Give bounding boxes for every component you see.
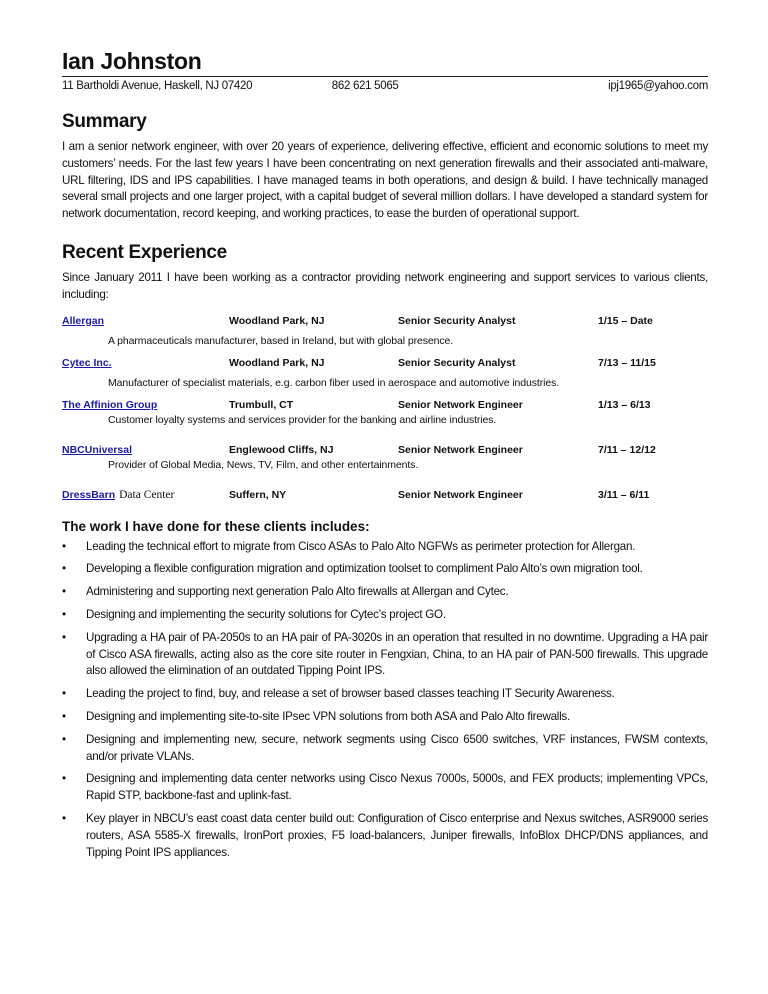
work-heading: The work I have done for these clients includes: xyxy=(62,518,370,534)
candidate-name: Ian Johnston xyxy=(62,48,202,74)
client-link[interactable]: Cytec Inc. xyxy=(62,356,112,369)
email: ipj1965@yahoo.com xyxy=(608,80,708,92)
bullet-icon: • xyxy=(62,630,66,644)
client-row xyxy=(62,314,708,328)
bullet-icon: • xyxy=(62,539,66,553)
client-link[interactable]: Allergan xyxy=(62,314,105,327)
work-item xyxy=(62,539,708,556)
work-item xyxy=(62,686,708,703)
client-role: Senior Security Analyst xyxy=(398,356,516,369)
client-company xyxy=(62,398,229,412)
work-item-text: Leading the technical effort to migrate from Cisco ASAs to Palo Alto NGFWs as perimeter protection for Allergan. xyxy=(86,539,636,553)
bullet-icon: • xyxy=(62,562,66,576)
client-row xyxy=(62,488,708,502)
work-item xyxy=(62,584,708,601)
client-company xyxy=(62,488,229,502)
work-item xyxy=(62,630,708,680)
work-item-text: Key player in NBCU’s east coast data center build out: Configuration of Cisco enterprise and Nexus switches, ASR9000 series routers, ASA 5585-X firewalls, IronPort proxies, F5 load-balancers, Juniper firewalls, InfoBlox DHCP/DNS appliances, and Tipping Point IPS appliances. xyxy=(86,811,708,859)
work-item-text: Designing and implementing site-to-site IPsec VPN solutions from both ASA and Palo Alto firewalls. xyxy=(86,709,570,723)
client-list xyxy=(62,314,708,502)
work-item-text: Administering and supporting next generation Palo Alto firewalls at Allergan and Cytec. xyxy=(86,585,509,599)
bullet-icon: • xyxy=(62,607,66,621)
client-description: Provider of Global Media, News, TV, Film, and other entertainments. xyxy=(108,458,419,471)
client-dates: 3/11 – 6/11 xyxy=(598,488,650,501)
client-link[interactable]: NBCUniversal xyxy=(62,443,133,456)
work-list xyxy=(62,539,708,862)
bullet-icon: • xyxy=(62,687,66,701)
summary-text: I am a senior network engineer, with over 20 years of experience, delivering effective, efficient and economic solutions to meet my customers’ needs. For the last few years I have been concentrating on next generation firewalls and their associated anti-malware, URL filtering, IDS and IPS capabilities. I have managed teams in both operations, and design & build. I have technically managed several small projects and one larger project, with a capital budget of several million dollars. I have developed a standard system for network documentation, record keeping, and working practices, to ease the burden of operational support. xyxy=(62,140,708,221)
work-item-text: Designing and implementing the security solutions for Cytec’s project GO. xyxy=(86,607,446,621)
bullet-icon: • xyxy=(62,811,66,825)
summary-heading: Summary xyxy=(62,111,147,132)
client-company xyxy=(62,443,229,457)
client-location: Englewood Cliffs, NJ xyxy=(229,443,334,456)
client-role: Senior Network Engineer xyxy=(398,398,523,411)
resume-page xyxy=(62,46,708,867)
bullet-icon: • xyxy=(62,732,66,746)
work-item-text: Upgrading a HA pair of PA-2050s to an HA pair of PA-3020s in an operation that resulted in no downtime. Upgrading a HA pair of Cisco ASA firewalls, acting also as the core site router in Fengxian, China, to an HA pair of PAN-500 firewalls. This upgrade also allowed the elimination of an outdated Tipping Point IPS. xyxy=(86,630,708,678)
work-item-text: Designing and implementing new, secure, network segments using Cisco 6500 switches, VRF instances, FWSM contexts, and/or private VLANs. xyxy=(86,732,708,763)
client-dates: 7/13 – 11/15 xyxy=(598,356,656,369)
client-location: Woodland Park, NJ xyxy=(229,314,325,327)
client-description: Customer loyalty systems and services provider for the banking and airline industries. xyxy=(108,413,497,426)
work-item xyxy=(62,709,708,726)
client-row xyxy=(62,398,708,412)
client-dates: 1/15 – Date xyxy=(598,314,653,327)
client-suffix: Data Center xyxy=(119,488,175,501)
work-item xyxy=(62,811,708,861)
address: 11 Bartholdi Avenue, Haskell, NJ 07420 xyxy=(62,80,253,92)
client-location: Suffern, NY xyxy=(229,488,287,501)
contact-line xyxy=(62,76,708,92)
work-item xyxy=(62,607,708,624)
client-company xyxy=(62,356,229,370)
client-company xyxy=(62,314,229,328)
client-description: Manufacturer of specialist materials, e.g. carbon fiber used in aerospace and automotive industries. xyxy=(108,376,560,389)
work-item xyxy=(62,561,708,578)
bullet-icon: • xyxy=(62,772,66,786)
experience-heading: Recent Experience xyxy=(62,241,227,263)
client-dates: 1/13 – 6/13 xyxy=(598,398,651,411)
work-item xyxy=(62,732,708,766)
client-description: A pharmaceuticals manufacturer, based in Ireland, but with global presence. xyxy=(108,334,454,347)
experience-intro: Since January 2011 I have been working as a contractor providing network engineering and support services to various clients, including: xyxy=(62,270,708,301)
client-role: Senior Network Engineer xyxy=(398,443,523,456)
client-location: Trumbull, CT xyxy=(229,398,294,411)
phone: 862 621 5065 xyxy=(331,80,399,92)
client-dates: 7/11 – 12/12 xyxy=(598,443,656,456)
client-location: Woodland Park, NJ xyxy=(229,356,325,369)
client-row xyxy=(62,443,708,457)
client-row xyxy=(62,356,708,370)
client-link[interactable]: DressBarn xyxy=(62,488,116,501)
work-item-text: Developing a flexible configuration migration and optimization toolset to compliment Palo Alto’s own migration tool. xyxy=(86,562,643,576)
client-link[interactable]: The Affinion Group xyxy=(62,398,158,411)
bullet-icon: • xyxy=(62,585,66,599)
work-item-text: Leading the project to find, buy, and release a set of browser based classes teaching IT Security Awareness. xyxy=(86,687,615,701)
work-item-text: Designing and implementing data center networks using Cisco Nexus 7000s, 5000s, and FEX products; implementing VPCs, Rapid STP, backbone-fast and uplink-fast. xyxy=(86,772,708,803)
client-role: Senior Network Engineer xyxy=(398,488,523,501)
bullet-icon: • xyxy=(62,709,66,723)
client-role: Senior Security Analyst xyxy=(398,314,516,327)
work-item xyxy=(62,771,708,805)
